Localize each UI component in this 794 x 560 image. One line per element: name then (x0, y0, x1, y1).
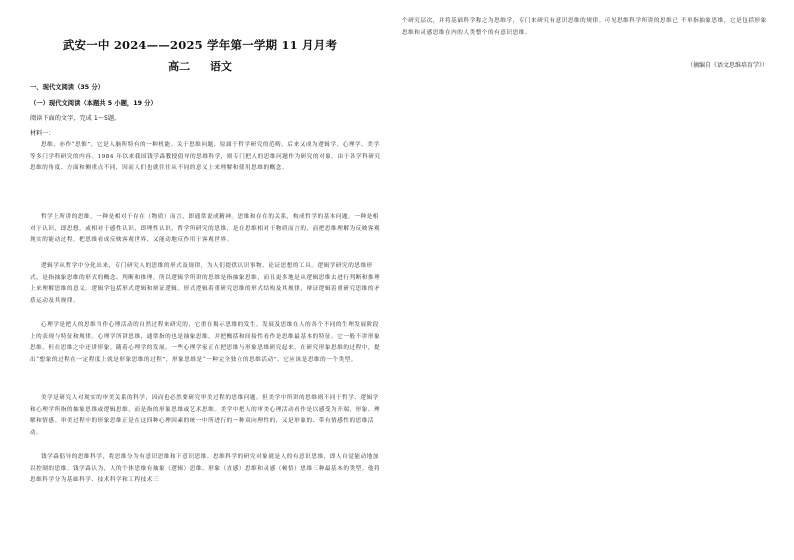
exam-title: 武安一中 2024——2025 学年第一学期 11 月月考 (62, 38, 338, 52)
paragraph-5: 美学是研究人对现实的审美关系的科学，因而也必然要研究审美过程的思维问题。但美学中所讲的思维则不同于哲学、逻辑学和心理学所指的抽象思维或逻辑思维，而是指的形象思维或艺术思维。美学中把人的审美心理活动看作是以感受为开端、形象、理解和情感。审美过程中的形象思维正是在这四种心理因素的统一中所进行的一种双向理性的，又是形象的、带有情感性的思维活动。 (30, 395, 381, 436)
paragraph-2: 哲学上所讲的思维，一种是相对于存在（物质）而言，即通常说成精神。思维和存在的关系，构成哲学的基本问题。一种是相对于认识，即思想，或相对于感性认识，即理性认识。哲学所研究的思维，是在思维相对于物质而言的，而把思维理解为反映客观现实的能动过程，把思维看成反映客观世界、又能动地反作用于客观世界。 (30, 214, 381, 244)
material-label: 材料一： (30, 130, 55, 137)
section-subheading: （一）现代文阅读（本题共 5 小题，19 分） (30, 100, 157, 107)
exam-subtitle: 高二 语文 (168, 60, 232, 73)
paragraph-3: 逻辑学从哲学中分化出来，专门研究人的思维的形式及规律，为人们提供认识事物、论证思想的工具。逻辑学研究的思维形式，是指抽象思维的形式的概念、判断和推理。所以逻辑学所讲的思维是指抽象思维，而且更多地是从逻辑思维去进行判断和推理上来理解思维的意义。逻辑学包括形式逻辑和辩证逻辑。形式逻辑着重研究思维的形式结构及其规律，辩证逻辑着重研究思维的矛盾运动及其规律。 (30, 263, 381, 304)
section-heading: 一、现代文阅读（35 分） (30, 84, 104, 91)
paragraph-4: 心理学是把人的思维当作心理活动的自然过程来研究的，它重在揭示思维的发生、发展及思维在人的各个不同的生理发展阶段上的表现与特征和规律。心理学所讲思维，通常指的也是抽象思维，并把概括和间接性看作是思维最基本的特征。它一般不讲形象思维，但在思维之中还讲形象。随着心理学的发展，一些心理学家正在把思维与形象思维研究起来，在研究形象思维的过程中，提出“想象的过程在一定程度上就是形象思维的过程”，形象思维是“一种完全独立的思维活动”，它应该是思维的一个类型。 (30, 322, 381, 363)
paragraph-6: 钱学森倡导的思维科学，将思维分为有意识思维和下意识思维。思维科学的研究对象就是人的有意识思维，即人自觉能动地加以控制的思维。钱学森认为，人的个体思维有抽象（逻辑）思维、形象（直感）思维和灵感（顿悟）思维三种最基本的类型。他将思维科学分为基础科学、技术科学和工程技术三 (30, 454, 381, 484)
source-citation: （摘编自《语文思维培育学》） (686, 62, 768, 69)
right-column (402, 0, 794, 560)
continued-paragraph: 个研究层次，并将基础科学称之为思维学，专门来研究有意识思维的规律。可见思维科学所讲的思维已 不单指抽象思维，它是包括形象思维和灵感思维在内的人类整个的有意识思维。 (402, 18, 767, 36)
instruction-text: 阅读下面的文字，完成 1～5题。 (30, 115, 121, 122)
paragraph-1: 思维，亦作“思惟”，它是人脑所特有的一种机能。关于思维问题，原属于哲学研究的范畴，后来又成为逻辑学、心理学、美学等多门学科研究的内容。1984 年以来我国钱学森教授倡导的思维科学，则专门把人的思维问题作为研究的对象。由于各学科研究思维的角度、方面和侧重点不同，因而人们也就往往从不同的意义上来理解和使用思维的概念。 (30, 142, 381, 172)
